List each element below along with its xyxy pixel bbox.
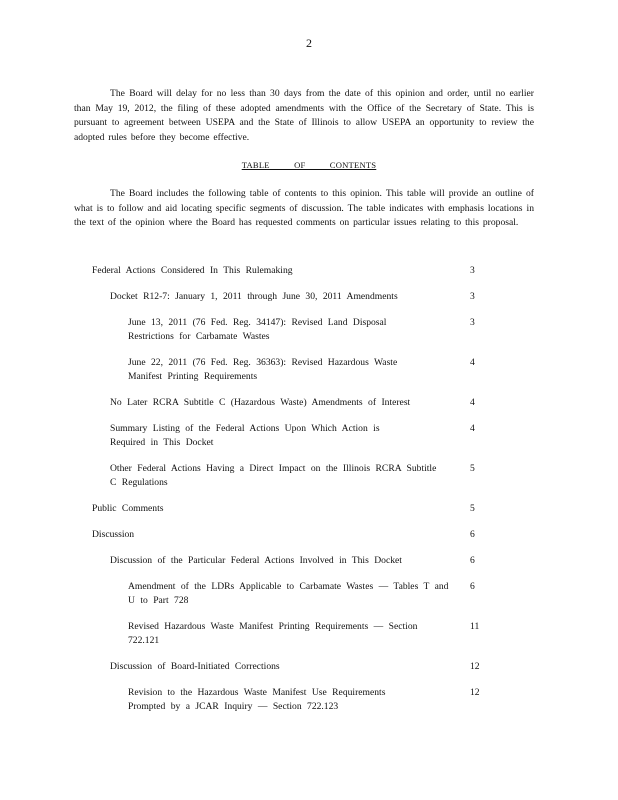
toc-entry-title: Summary Listing of the Federal Actions Upon Which Action is Required in This Docket — [110, 423, 380, 449]
toc-entry-page: 12 — [470, 687, 480, 698]
toc-entry-page: 5 — [470, 503, 475, 514]
toc-entry-title: Discussion of the Particular Federal Actions Involved in This Docket — [110, 555, 402, 566]
toc-entry-page: 3 — [470, 291, 475, 302]
toc-entry — [128, 620, 480, 649]
toc-entry — [110, 396, 475, 410]
toc-entry-page: 4 — [470, 357, 475, 368]
toc-entry-page: 12 — [470, 661, 480, 672]
toc-entry — [110, 290, 475, 304]
toc-entry — [92, 264, 475, 278]
toc-entry — [110, 422, 475, 451]
toc-entry-page: 6 — [470, 529, 475, 540]
toc-entry — [110, 660, 480, 674]
toc-entry — [128, 580, 475, 609]
toc-entry-title: Discussion of Board-Initiated Corrections — [110, 661, 280, 672]
toc-entry — [128, 316, 475, 345]
toc-entry-title: Amendment of the LDRs Applicable to Carbamate Wastes — Tables T and U to Part 728 — [128, 581, 449, 607]
toc-entry-title: June 13, 2011 (76 Fed. Reg. 34147): Revised Land Disposal Restrictions for Carbamate Wastes — [128, 317, 387, 343]
toc-entry-title: Public Comments — [92, 503, 164, 514]
toc-entry — [92, 502, 475, 516]
toc-entry-page: 3 — [470, 265, 475, 276]
toc-entry-title: Federal Actions Considered In This Rulemaking — [92, 265, 293, 276]
toc-entry-page: 5 — [470, 463, 475, 474]
page-number: 2 — [306, 36, 312, 50]
toc-entry — [110, 554, 475, 568]
toc-entry-title: No Later RCRA Subtitle C (Hazardous Waste) Amendments of Interest — [110, 397, 411, 408]
toc-entry-page: 4 — [470, 423, 475, 434]
toc-entry-page: 6 — [470, 581, 475, 592]
toc-intro-paragraph: The Board includes the following table of contents to this opinion. This table will provide an outline of what is to follow and aid locating specific segments of discussion. The table indicates with emphasis locations in the text of the opinion where the Board has requested comments on particular issues relating to this proposal. — [74, 188, 534, 229]
toc-entry-page: 6 — [470, 555, 475, 566]
toc-entry-page: 11 — [470, 621, 480, 632]
toc-entry — [110, 462, 475, 491]
toc-entry-page: 4 — [470, 397, 475, 408]
toc-entry-page: 3 — [470, 317, 475, 328]
toc-entry — [128, 356, 475, 385]
toc-entry — [92, 528, 475, 542]
toc-entry-title: Revised Hazardous Waste Manifest Printing Requirements — Section 722.121 — [128, 621, 418, 647]
filing-delay-paragraph: The Board will delay for no less than 30 days from the date of this opinion and order, until no earlier than May 19, 2012, the filing of these adopted amendments with the Office of the Secretary of State. This is pursuant to agreement between USEPA and the State of Illinois to allow USEPA an opportunity to review the adopted rules before they become effective. — [74, 88, 534, 143]
toc-entry-title: Other Federal Actions Having a Direct Impact on the Illinois RCRA Subtitle C Regulations — [110, 463, 437, 489]
toc-entry — [128, 686, 480, 715]
toc-entry-title: Discussion — [92, 529, 135, 540]
toc-entry-title: Docket R12-7: January 1, 2011 through June 30, 2011 Amendments — [110, 291, 398, 302]
toc-heading — [0, 160, 618, 170]
toc-heading-text: TABLE OF CONTENTS — [241, 160, 377, 170]
toc-entry-title: Revision to the Hazardous Waste Manifest Use Requirements Prompted by a JCAR Inquiry — Section 722.123 — [128, 687, 386, 713]
toc-entry-title: June 22, 2011 (76 Fed. Reg. 36363): Revised Hazardous Waste Manifest Printing Requirements — [128, 357, 398, 383]
